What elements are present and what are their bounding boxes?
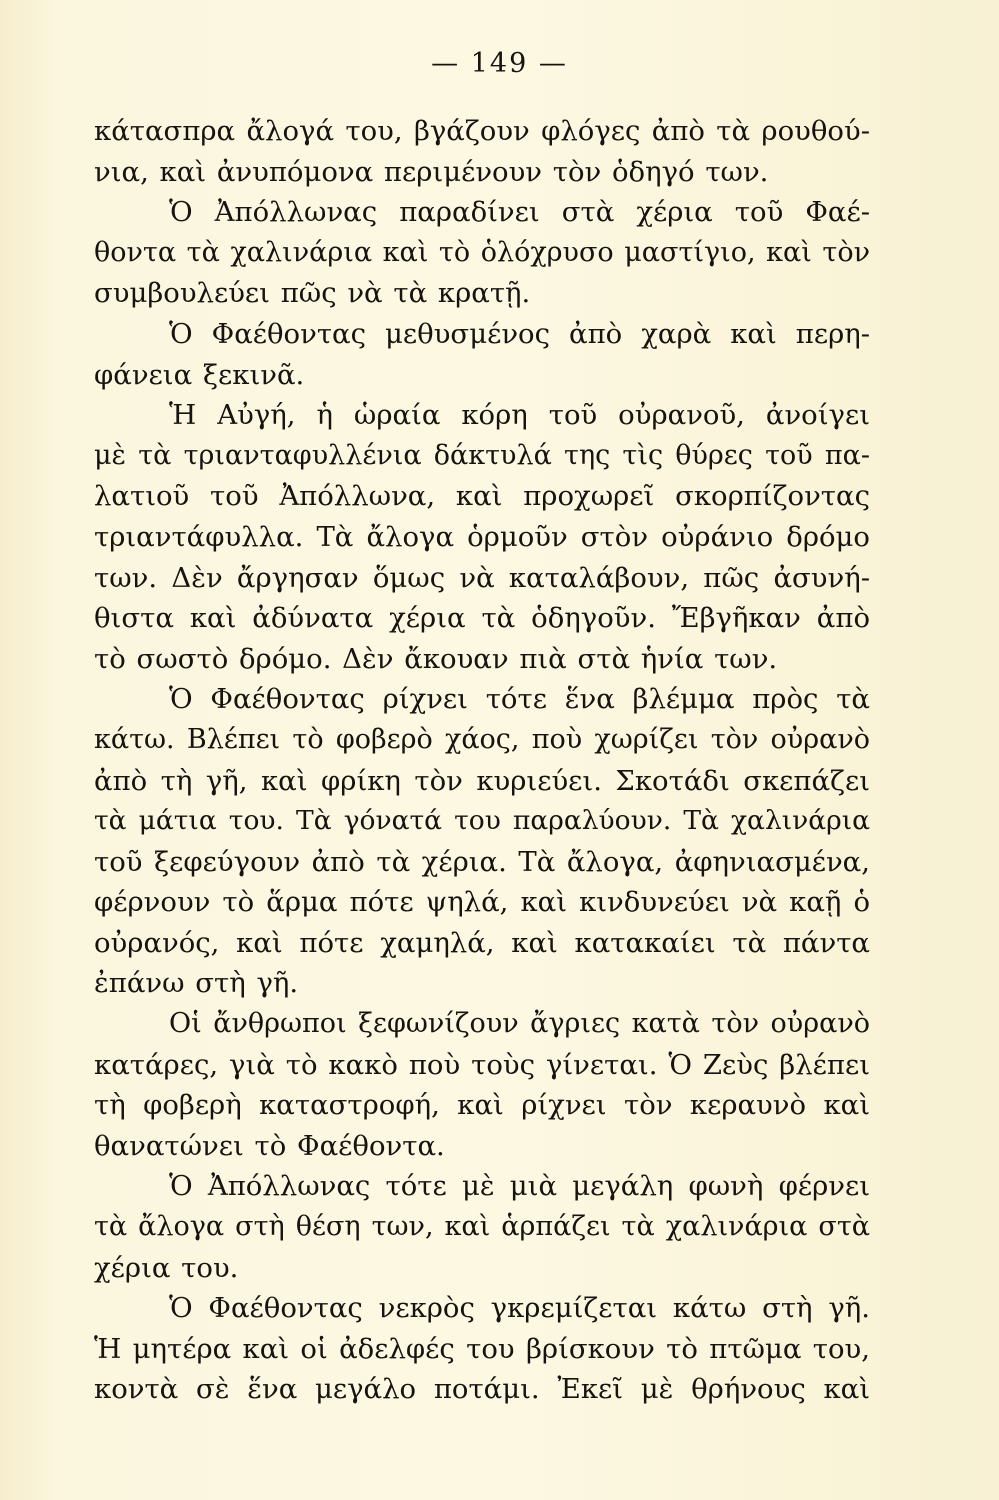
text-line: των. Δὲν ἄργησαν ὅμως νὰ καταλάβουν, πῶς ἀσυνή- [94,561,870,594]
text-line: τὰ μάτια του. Τὰ γόνατά του παραλύουν. Τὰ χαλινάρια [94,805,870,837]
text-line: κοντὰ σὲ ἕνα μεγάλο ποτάμι. Ἐκεῖ μὲ θρήνους καὶ [94,1373,870,1406]
text-line: τὸ σωστὸ δρόμο. Δὲν ἄκουαν πιὰ στὰ ἡνία των. [94,642,778,675]
text-line: κάτασπρα ἄλογά του, βγάζουν φλόγες ἀπὸ τὰ ρουθού- [94,115,870,147]
text-line: θανατώνει τὸ Φαέθοντα. [94,1129,445,1162]
text-line: Ὁ Φαέθοντας μεθυσμένος ἀπὸ χαρὰ καὶ περη- [169,317,870,350]
text-line: Ὁ Ἀπόλλωνας τότε μὲ μιὰ μεγάλη φωνὴ φέρνει [169,1170,870,1203]
text-line: κατάρες, γιὰ τὸ κακὸ ποὺ τοὺς γίνεται. Ὁ Ζεὺς βλέπει [94,1048,870,1081]
text-line: συμβουλεύει πῶς νὰ τὰ κρατῇ. [94,277,531,310]
text-line: θοντα τὰ χαλινάρια καὶ τὸ ὁλόχρυσο μαστίγιο, καὶ τὸν [94,236,870,268]
text-line: λατιοῦ τοῦ Ἀπόλλωνα, καὶ προχωρεῖ σκορπίζοντας [94,480,870,513]
text-line: φάνεια ξεκινᾶ. [94,358,305,391]
text-line: Οἱ ἄνθρωποι ξεφωνίζουν ἄγριες κατὰ τὸν οὐρανὸ [169,1008,870,1040]
body-text [94,111,870,1410]
text-line: Ὁ Φαέθοντας νεκρὸς γκρεμίζεται κάτω στὴ γῆ. [169,1292,870,1325]
text-line: μὲ τὰ τριανταφυλλένια δάκτυλά της τὶς θύρες τοῦ πα- [94,439,870,471]
text-line: Ἡ μητέρα καὶ οἱ ἀδελφές του βρίσκουν τὸ πτῶμα του, [94,1332,870,1365]
text-line: τριαντάφυλλα. Τὰ ἄλογα ὁρμοῦν στὸν οὐράνιο δρόμο [94,520,870,553]
text-line: τὰ ἄλογα στὴ θέση των, καὶ ἁρπάζει τὰ χαλινάρια στὰ [94,1211,870,1243]
text-line: οὐρανός, καὶ πότε χαμηλά, καὶ κατακαίει τὰ πάντα [94,926,870,959]
page-number: — 149 — [431,48,568,79]
text-line: νια, καὶ ἀνυπόμονα περιμένουν τὸν ὁδηγό των. [94,155,769,188]
text-line: τοῦ ξεφεύγουν ἀπὸ τὰ χέρια. Τὰ ἄλογα, ἀφηνιασμένα, [94,845,870,878]
text-line: χέρια του. [94,1251,239,1284]
text-line: θιστα καὶ ἀδύνατα χέρια τὰ ὁδηγοῦν. Ἔβγῆκαν ἀπὸ [94,602,870,635]
text-line: Ὁ Ἀπόλλωνας παραδίνει στὰ χέρια τοῦ Φαέ- [169,196,870,229]
text-line: Ἡ Αὐγή, ἡ ὡραία κόρη τοῦ οὐρανοῦ, ἀνοίγει [169,399,870,432]
text-line: ἐπάνω στὴ γῆ. [94,967,299,1000]
text-line: κάτω. Βλέπει τὸ φοβερὸ χάος, ποὺ χωρίζει τὸν οὐρανὸ [94,723,870,755]
text-line: φέρνουν τὸ ἅρμα πότε ψηλά, καὶ κινδυνεύει νὰ καῇ ὁ [94,886,870,919]
text-line: τὴ φοβερὴ καταστροφή, καὶ ρίχνει τὸν κεραυνὸ καὶ [94,1089,870,1122]
text-line: ἀπὸ τὴ γῆ, καὶ φρίκη τὸν κυριεύει. Σκοτάδι σκεπάζει [94,764,870,797]
text-line: Ὁ Φαέθοντας ρίχνει τότε ἕνα βλέμμα πρὸς τὰ [169,683,870,716]
